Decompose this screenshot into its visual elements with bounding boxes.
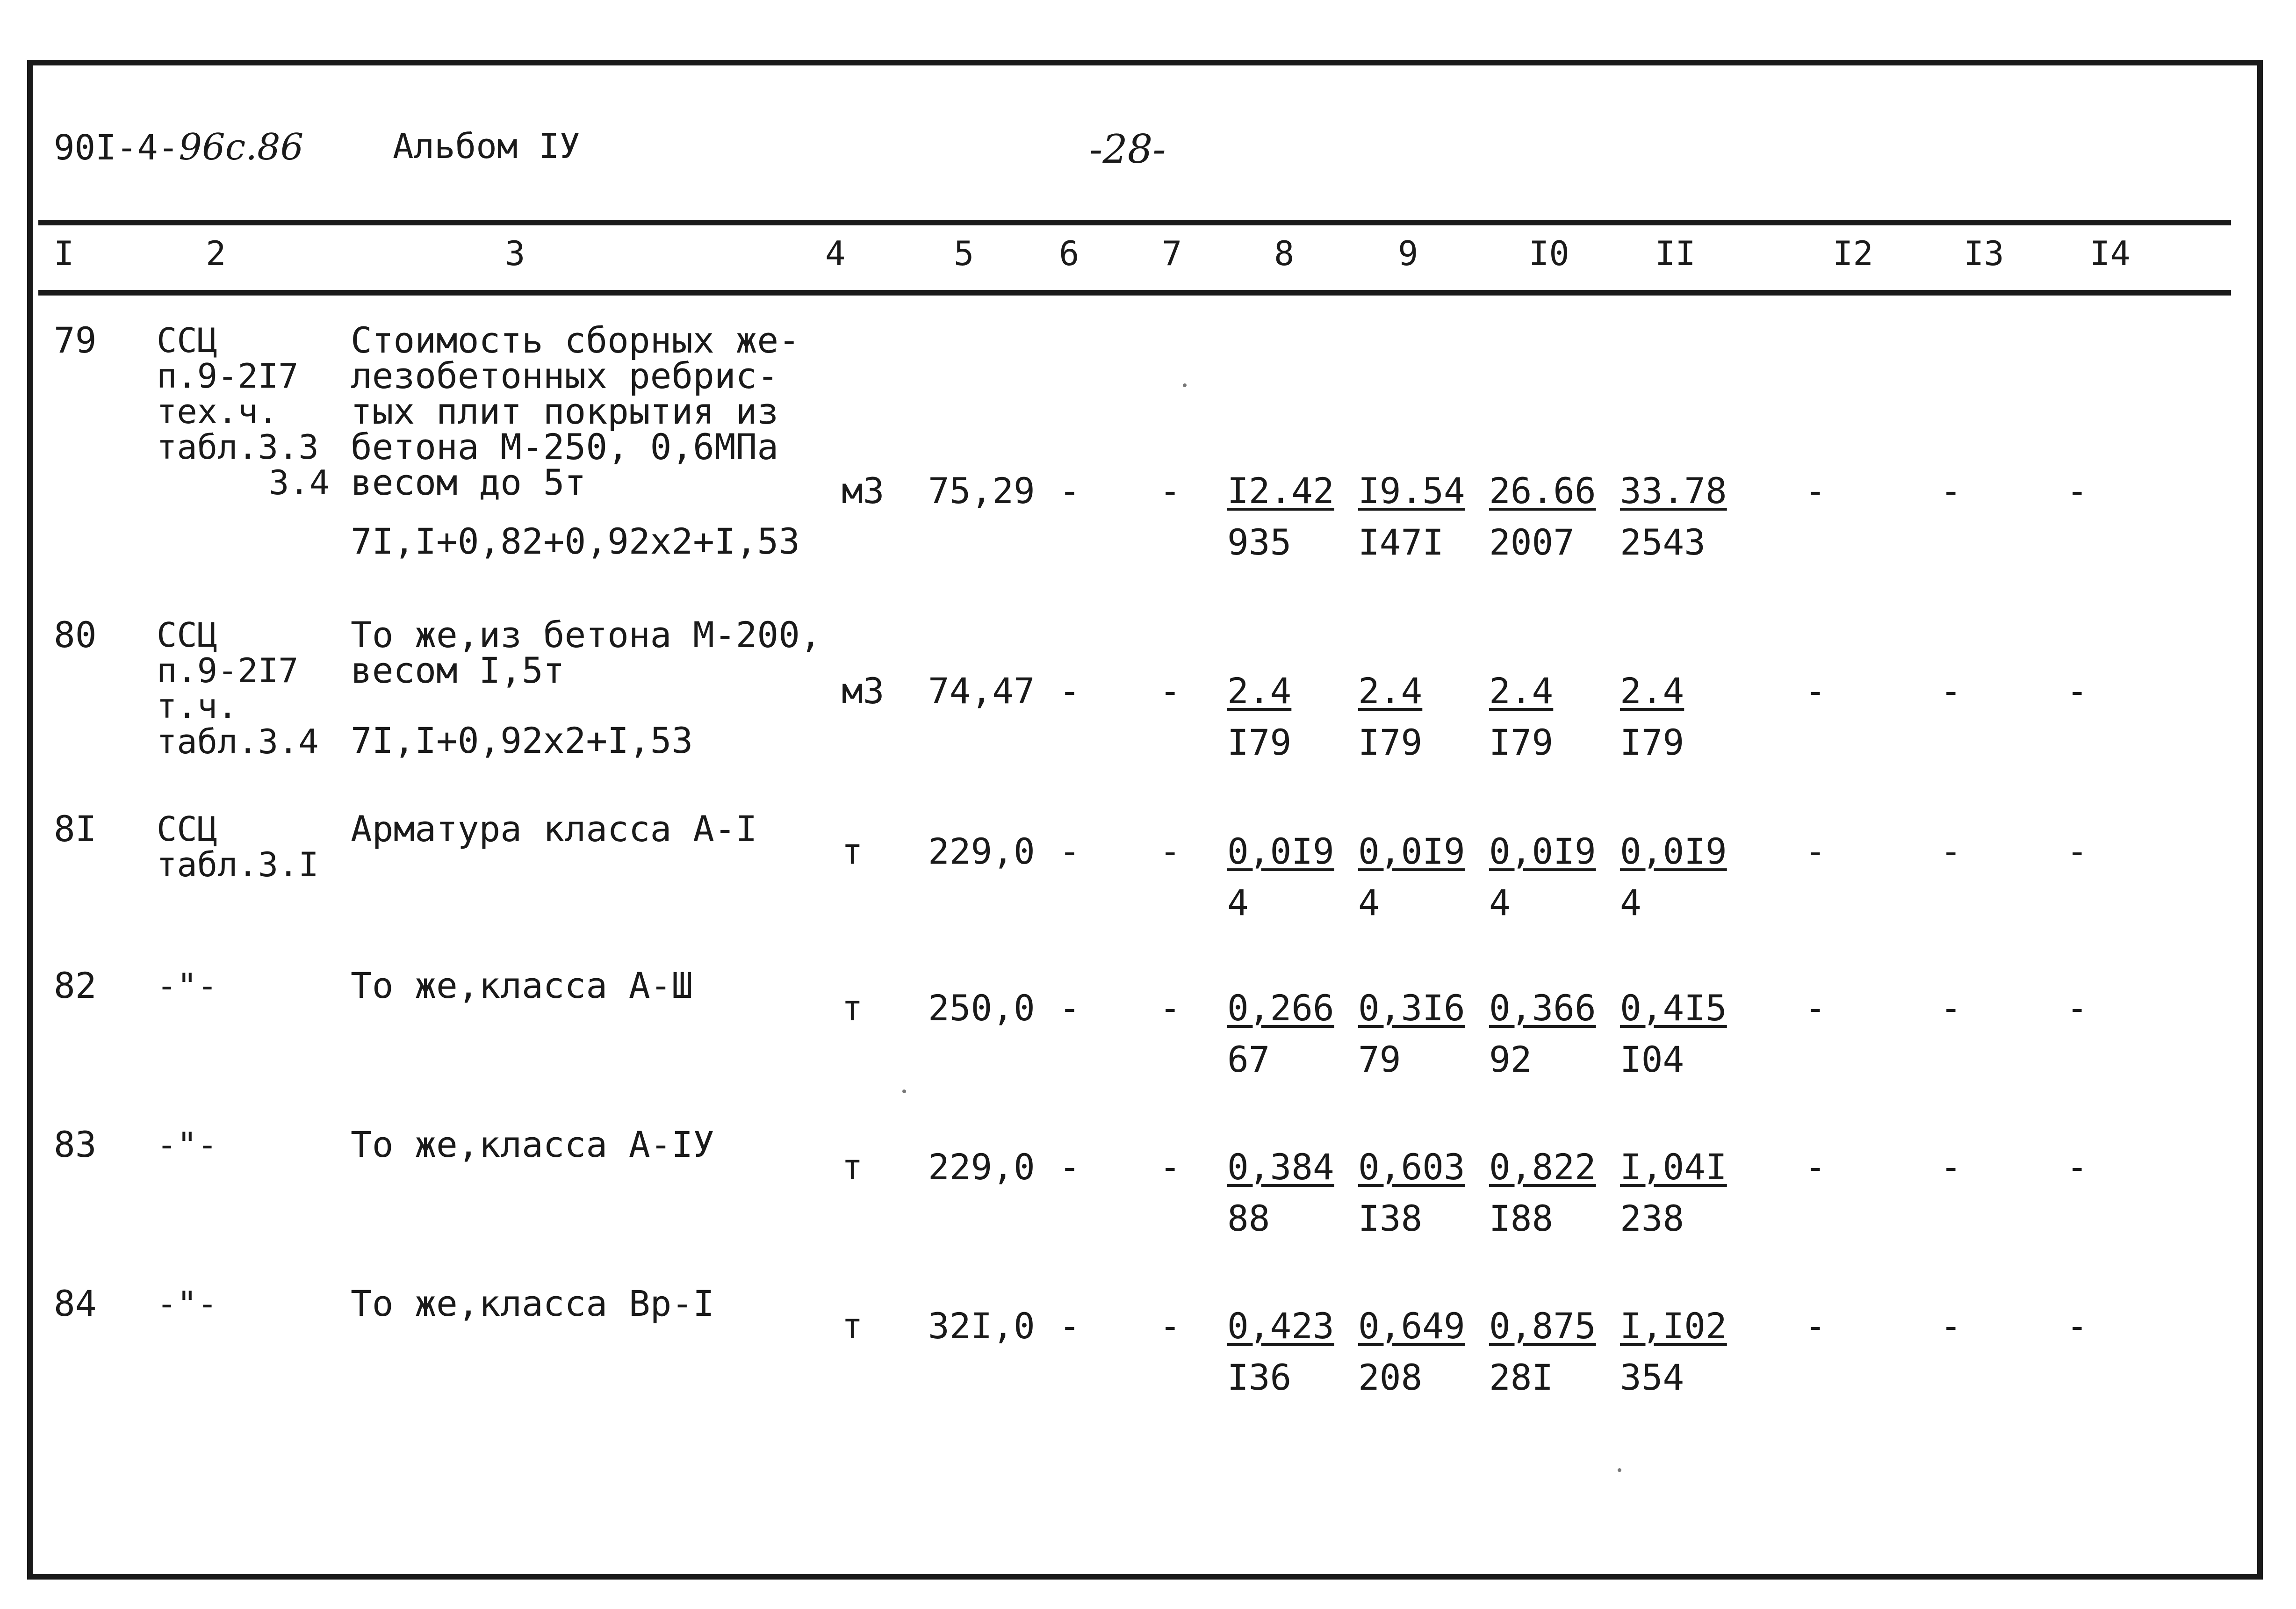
- value-lower: 2007: [1489, 521, 1575, 563]
- value-lower: I04: [1620, 1039, 1684, 1080]
- value-upper: [1227, 830, 1334, 872]
- value-lower: I47I: [1358, 521, 1444, 563]
- value-upper: [1489, 1146, 1596, 1188]
- value-lower: 4: [1227, 882, 1249, 924]
- col13-value: -: [1940, 670, 1962, 712]
- value-upper: [1227, 470, 1334, 512]
- page-number: -28-: [1089, 126, 1166, 172]
- row-number: 79: [54, 319, 97, 361]
- reference-line: -"-: [157, 1125, 218, 1164]
- row-number: 82: [54, 965, 97, 1006]
- col7-value: -: [1159, 670, 1181, 712]
- value-upper: [1227, 670, 1292, 712]
- value-lower: 4: [1620, 882, 1641, 924]
- value-upper-text: I,I02: [1620, 1305, 1727, 1347]
- column-number: 7: [1162, 234, 1182, 273]
- unit: т: [842, 987, 863, 1029]
- formula: 7I,I+0,92х2+I,53: [351, 720, 693, 761]
- column-number: 3: [505, 234, 525, 273]
- value-upper: [1620, 470, 1727, 512]
- col14-value: -: [2066, 1305, 2088, 1347]
- value-upper-text: I9.54: [1358, 470, 1465, 512]
- column-number: 2: [206, 234, 226, 273]
- scan-speck: [1618, 1468, 1621, 1472]
- description-line: весом до 5т: [351, 462, 586, 503]
- value-upper-text: 0,603: [1358, 1146, 1465, 1188]
- value-upper: [1358, 1146, 1465, 1188]
- value-upper-text: 2.4: [1358, 670, 1423, 712]
- column-number: 6: [1059, 234, 1080, 273]
- value-upper-text: 26.66: [1489, 470, 1596, 512]
- column-number: 9: [1398, 234, 1418, 273]
- description-line: весом I,5т: [351, 649, 565, 691]
- reference-line: п.9-2I7: [157, 356, 299, 396]
- unit: т: [842, 1146, 863, 1188]
- value-upper-text: 2.4: [1620, 670, 1684, 712]
- value-upper: [1227, 1305, 1334, 1347]
- col6-value: -: [1059, 987, 1080, 1029]
- reference-line: табл.3.3: [157, 427, 319, 467]
- value-upper-text: 33.78: [1620, 470, 1727, 512]
- column-number: 4: [825, 234, 846, 273]
- value-lower: 4: [1489, 882, 1511, 924]
- col14-value: -: [2066, 470, 2088, 512]
- scan-speck: [1183, 383, 1187, 387]
- value-upper-text: 0,649: [1358, 1305, 1465, 1347]
- value-lower: I88: [1489, 1198, 1554, 1239]
- description-line: Арматура класса А-I: [351, 808, 757, 850]
- value-lower: 92: [1489, 1039, 1532, 1080]
- row-number: 84: [54, 1283, 97, 1324]
- col6-value: -: [1059, 830, 1080, 872]
- value-upper: [1227, 1146, 1334, 1188]
- document-code-printed: 90I-4-: [54, 128, 179, 168]
- value-upper-text: 2.4: [1489, 670, 1554, 712]
- value-upper-text: 0,822: [1489, 1146, 1596, 1188]
- col6-value: -: [1059, 470, 1080, 512]
- value-upper-text: 0,423: [1227, 1305, 1334, 1347]
- value-upper: [1489, 470, 1596, 512]
- row-number: 83: [54, 1124, 97, 1165]
- col12-value: -: [1805, 1146, 1826, 1188]
- value-upper-text: 2.4: [1227, 670, 1292, 712]
- column-number: 8: [1274, 234, 1295, 273]
- value-lower: I79: [1227, 722, 1292, 763]
- column-number: 5: [954, 234, 974, 273]
- column-number: I0: [1529, 234, 1569, 273]
- reference-line: тех.ч.: [157, 392, 279, 431]
- col13-value: -: [1940, 470, 1962, 512]
- unit: т: [842, 1305, 863, 1347]
- reference-line: 3.4: [269, 463, 330, 502]
- unit: м3: [842, 670, 885, 712]
- value-upper-text: 0,384: [1227, 1146, 1334, 1188]
- col14-value: -: [2066, 1146, 2088, 1188]
- value-upper-text: 0,4I5: [1620, 987, 1727, 1029]
- value-lower: 67: [1227, 1039, 1270, 1080]
- col13-value: -: [1940, 987, 1962, 1029]
- column-number: I3: [1964, 234, 2004, 273]
- value-lower: 208: [1358, 1356, 1423, 1398]
- value-upper: [1620, 830, 1727, 872]
- row-number: 8I: [54, 808, 97, 850]
- album-label: Альбом IУ: [393, 126, 580, 166]
- column-number: I: [54, 234, 74, 273]
- reference-line: табл.3.I: [157, 845, 319, 884]
- value-upper: [1358, 670, 1423, 712]
- value-lower: I79: [1489, 722, 1554, 763]
- value-upper: [1489, 1305, 1596, 1347]
- value-lower: 4: [1358, 882, 1380, 924]
- value-upper-text: 0,366: [1489, 987, 1596, 1029]
- value-lower: I38: [1358, 1198, 1423, 1239]
- col14-value: -: [2066, 830, 2088, 872]
- col7-value: -: [1159, 1146, 1181, 1188]
- document-code: [54, 126, 303, 168]
- value-upper-text: 0,266: [1227, 987, 1334, 1029]
- unit-price: 250,0: [928, 987, 1035, 1029]
- value-upper-text: 0,0I9: [1489, 830, 1596, 872]
- col7-value: -: [1159, 1305, 1181, 1347]
- value-lower: I36: [1227, 1356, 1292, 1398]
- col7-value: -: [1159, 470, 1181, 512]
- column-number: I4: [2090, 234, 2130, 273]
- col13-value: -: [1940, 1146, 1962, 1188]
- value-upper-text: I,04I: [1620, 1146, 1727, 1188]
- value-lower: 79: [1358, 1039, 1401, 1080]
- description-line: То же,класса А-Ш: [351, 965, 693, 1006]
- value-upper: [1358, 470, 1465, 512]
- unit-price: 32I,0: [928, 1305, 1035, 1347]
- value-upper: [1358, 987, 1465, 1029]
- unit-price: 75,29: [928, 470, 1035, 512]
- value-lower: 354: [1620, 1356, 1684, 1398]
- column-number: II: [1655, 234, 1696, 273]
- scan-speck: [902, 1090, 906, 1093]
- reference-line: -"-: [157, 1284, 218, 1323]
- reference-line: ССЦ: [157, 321, 218, 360]
- unit-price: 229,0: [928, 1146, 1035, 1188]
- value-upper-text: 0,875: [1489, 1305, 1596, 1347]
- reference-line: табл.3.4: [157, 722, 319, 761]
- col13-value: -: [1940, 1305, 1962, 1347]
- formula: 7I,I+0,82+0,92х2+I,53: [351, 520, 800, 562]
- col14-value: -: [2066, 987, 2088, 1029]
- description-line: То же,из бетона М-200,: [351, 614, 821, 656]
- value-upper-text: I2.42: [1227, 470, 1334, 512]
- description-line: бетона М-250, 0,6МПа: [351, 426, 779, 468]
- value-lower: 28I: [1489, 1356, 1554, 1398]
- document-code-handwritten: 96с.86: [179, 126, 304, 168]
- col6-value: -: [1059, 1305, 1080, 1347]
- value-upper: [1489, 670, 1554, 712]
- unit-price: 74,47: [928, 670, 1035, 712]
- value-lower: 935: [1227, 521, 1292, 563]
- unit-price: 229,0: [928, 830, 1035, 872]
- description-line: То же,класса А-IУ: [351, 1124, 714, 1165]
- value-upper: [1489, 987, 1596, 1029]
- value-upper-text: 0,0I9: [1227, 830, 1334, 872]
- col6-value: -: [1059, 670, 1080, 712]
- value-upper-text: 0,0I9: [1620, 830, 1727, 872]
- value-lower: 88: [1227, 1198, 1270, 1239]
- value-lower: I79: [1620, 722, 1684, 763]
- unit: м3: [842, 470, 885, 512]
- col6-value: -: [1059, 1146, 1080, 1188]
- col12-value: -: [1805, 470, 1826, 512]
- table-header-bottom-rule: [38, 290, 2231, 296]
- column-number: I2: [1833, 234, 1873, 273]
- value-upper: [1489, 830, 1596, 872]
- value-upper-text: 0,3I6: [1358, 987, 1465, 1029]
- unit: т: [842, 830, 863, 872]
- col12-value: -: [1805, 987, 1826, 1029]
- value-upper-text: 0,0I9: [1358, 830, 1465, 872]
- description-line: Стоимость сборных же-: [351, 319, 800, 361]
- value-upper: [1358, 1305, 1465, 1347]
- col12-value: -: [1805, 670, 1826, 712]
- reference-line: п.9-2I7: [157, 651, 299, 690]
- reference-line: ССЦ: [157, 615, 218, 655]
- col7-value: -: [1159, 987, 1181, 1029]
- value-upper: [1620, 1146, 1727, 1188]
- value-upper: [1358, 830, 1465, 872]
- col12-value: -: [1805, 830, 1826, 872]
- col7-value: -: [1159, 830, 1181, 872]
- description-line: лезобетонных ребрис-: [351, 355, 779, 397]
- description-line: тых плит покрытия из: [351, 390, 779, 432]
- col13-value: -: [1940, 830, 1962, 872]
- reference-line: -"-: [157, 966, 218, 1005]
- value-upper: [1620, 987, 1727, 1029]
- value-lower: I79: [1358, 722, 1423, 763]
- value-lower: 238: [1620, 1198, 1684, 1239]
- value-lower: 2543: [1620, 521, 1706, 563]
- col12-value: -: [1805, 1305, 1826, 1347]
- value-upper: [1227, 987, 1334, 1029]
- description-line: То же,класса Вр-I: [351, 1283, 714, 1324]
- value-upper: [1620, 670, 1684, 712]
- reference-line: ССЦ: [157, 809, 218, 849]
- value-upper: [1620, 1305, 1727, 1347]
- table-header-top-rule: [38, 220, 2231, 225]
- col14-value: -: [2066, 670, 2088, 712]
- reference-line: т.ч.: [157, 686, 238, 726]
- row-number: 80: [54, 614, 97, 656]
